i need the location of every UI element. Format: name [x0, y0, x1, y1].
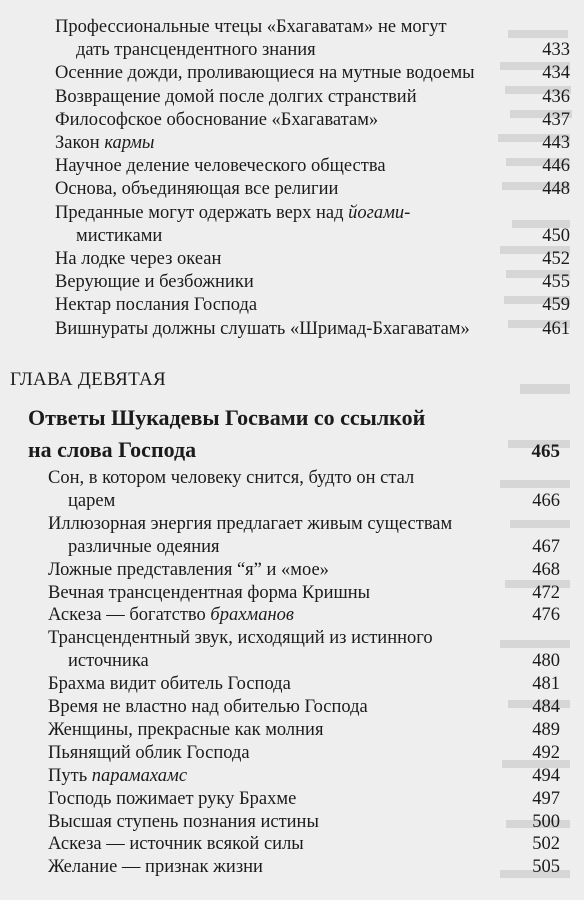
toc-entry-page: 505: [532, 857, 560, 878]
toc-entry-title: Закон кармы: [55, 133, 155, 153]
toc-entry-title: Профессиональные чтецы «Бхагаватам» не могут: [55, 17, 447, 37]
toc-entry-title: Аскеза — богатство брахманов: [48, 605, 294, 626]
toc-entry-title: Пьянящий облик Господа: [48, 742, 250, 763]
toc-entry-title: источника: [68, 651, 149, 672]
toc-entry-title: мистиками: [76, 225, 163, 246]
toc-entry-title: Преданные могут одержать верх над йогами-: [55, 202, 411, 223]
toc-entry-page: 492: [532, 742, 560, 763]
toc-entry-title: Возвращение домой после долгих странствий: [55, 86, 417, 107]
toc-entry-page: 476: [532, 605, 560, 626]
toc-entry-page: 459: [542, 295, 570, 316]
toc-entry-page: 433: [542, 40, 570, 61]
toc-entry-page: 461: [542, 318, 570, 339]
chapter-title-line-1: Ответы Шукадевы Госвами со ссылкой: [28, 405, 426, 430]
toc-entry-title: Философское обоснование «Бхагаватам»: [55, 109, 379, 130]
toc-entry-title: Сон, в котором человеку снится, будто он стал: [48, 468, 415, 488]
toc-entry-page: 494: [532, 765, 560, 786]
toc-entry-page: 500: [532, 811, 560, 832]
toc-entry-title: Высшая ступень познания истины: [48, 811, 319, 832]
toc-entry-title: Женщины, прекрасные как молния: [48, 719, 324, 740]
toc-entry-title: дать трансцендентного знания: [76, 40, 316, 61]
toc-entry-title: Время не властно над обителью Господа: [48, 697, 368, 717]
toc-entry-title: Осенние дожди, проливающиеся на мутные водоемы: [55, 63, 475, 84]
toc-entry-page: 455: [542, 272, 570, 293]
toc-entry-title: На лодке через океан: [55, 249, 222, 269]
toc-entry-title: Нектар послания Господа: [55, 295, 258, 316]
toc-entry-page: 466: [532, 490, 560, 511]
toc-entry-page: 497: [532, 788, 560, 809]
toc-entry-title: Верующие и безбожники: [55, 272, 254, 293]
toc-entry-title: Аскеза — источник всякой силы: [48, 834, 304, 855]
toc-entry-title: Путь парамахамс: [48, 765, 188, 786]
toc-entry-title: Желание — признак жизни: [48, 857, 263, 878]
toc-entry-page: 480: [532, 651, 560, 672]
toc-entry-page: 446: [542, 156, 570, 177]
toc-entry-title: Трансцендентный звук, исходящий из истинного: [48, 628, 433, 649]
toc-entry-title: Научное деление человеческого общества: [55, 156, 386, 177]
toc-entry-page: 443: [542, 133, 570, 153]
chapter-label: ГЛАВА ДЕВЯТАЯ: [10, 369, 167, 390]
toc-entry-title: Основа, объединяющая все религии: [55, 179, 339, 200]
toc-entry-page: 467: [532, 536, 560, 557]
toc-entry-page: 468: [532, 559, 560, 580]
toc-entry-page: 448: [542, 179, 570, 200]
toc-entry-title: Господь пожимает руку Брахме: [48, 788, 297, 809]
toc-entry-title: царем: [68, 490, 116, 511]
toc-entry-page: 502: [532, 834, 560, 855]
toc-entry-title: различные одеяния: [68, 536, 220, 557]
toc-entry-title: Вишнураты должны слушать «Шримад-Бхагаватам»: [55, 318, 470, 339]
toc-entry-title: Брахма видит обитель Господа: [48, 674, 291, 695]
toc-entry-page: 481: [532, 674, 560, 695]
toc-entry-page: 489: [532, 719, 560, 740]
toc-entry-page: 452: [542, 249, 570, 269]
toc-entry-title: Ложные представления “я” и «мое»: [48, 559, 329, 580]
toc-entry-title: Иллюзорная энергия предлагает живым существам: [48, 513, 453, 534]
toc-entry-page: 450: [542, 225, 570, 246]
toc-entry-title: Вечная трансцендентная форма Кришны: [48, 582, 371, 603]
toc-entry-page: 434: [542, 63, 570, 84]
toc-entry-page: 436: [542, 86, 570, 107]
toc-entry-page: 484: [532, 697, 560, 717]
chapter-page-number: 465: [531, 441, 560, 462]
toc-entry-page: 472: [532, 582, 560, 603]
chapter-title-line-2: на слова Господа: [28, 437, 197, 462]
toc-entry-page: 437: [542, 109, 570, 130]
